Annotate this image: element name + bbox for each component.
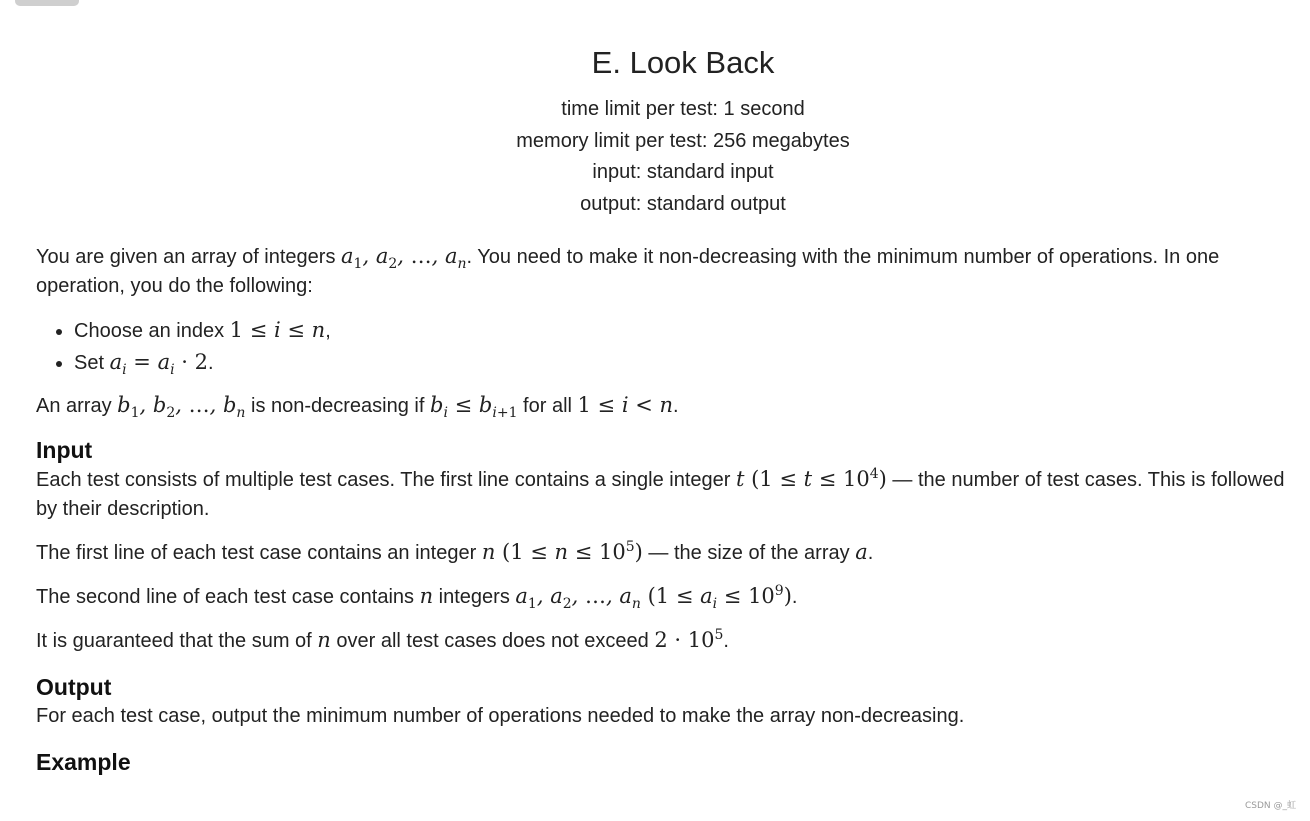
input-text: — the number of test cases. This is followed by their description.: [36, 469, 1285, 520]
operation-text: Choose an index: [74, 320, 225, 342]
math-nondecreasing: $b_i \le b_{i+1}$: [430, 393, 518, 422]
legend-paragraph-2: An array $b_1$, $b_2$, …, $b_n$ is non-decreasing if $b_i \le b_{i+1}$ for all 1 ≤ i < n.: [36, 393, 679, 422]
math-index-range: 1 ≤ i ≤ n: [229, 318, 326, 342]
math-array-b: $b_1$, $b_2$, …, $b_n$: [117, 393, 246, 422]
input-text: The first line of each test case contains an integer: [36, 542, 477, 564]
math-n: n: [317, 628, 331, 652]
legend-text: An array: [36, 395, 112, 417]
output-file: output: standard output: [580, 192, 786, 215]
input-text: The second line of each test case contains: [36, 586, 415, 608]
legend-text: for all: [523, 395, 572, 417]
top-tab[interactable]: [15, 0, 79, 6]
output-section: [36, 702, 1298, 731]
legend-text: is non-decreasing if: [251, 395, 425, 417]
input-text: — the size of the array: [648, 542, 850, 564]
operation-item: • Set $a_i = a_i \cdot 2$.: [74, 347, 1298, 379]
input-file: input: standard input: [592, 161, 774, 184]
legend-paragraph-1: [36, 242, 1298, 301]
operation-item: • Choose an index 1 ≤ i ≤ n,: [74, 315, 1298, 347]
input-text: integers: [438, 586, 510, 608]
legend-text: . You need to make it non-decreasing with the minimum number of operations. In one operation, you do the following:: [36, 246, 1220, 297]
operation-text: Set: [74, 352, 105, 374]
example-heading: Example: [36, 749, 131, 775]
operations-list: [36, 315, 1298, 379]
problem-header: [0, 44, 1310, 220]
memory-limit: memory limit per test: 256 megabytes: [516, 129, 850, 152]
math-a: a: [855, 540, 868, 564]
math-array-a: $a_1$, $a_2$, …, $a_n$: [341, 244, 467, 273]
math-n-constraint: n $(1 \le n \le 10^5)$: [481, 539, 643, 564]
input-paragraph: [36, 465, 1298, 524]
output-heading: Output: [36, 674, 112, 700]
input-paragraph: The first line of each test case contains an integer n $(1 \le n \le 10^5)$ — the size of the array a.: [36, 539, 874, 564]
math-sum-bound: $2 \cdot 10^5$: [654, 627, 724, 652]
watermark: CSDN @_虹: [1244, 801, 1296, 811]
input-text: Each test consists of multiple test cases. The first line contains a single integer: [36, 469, 731, 491]
math-t-constraint: t $(1 \le t \le 10^4)$: [735, 466, 887, 491]
problem-title: E. Look Back: [591, 45, 775, 80]
math-n: n: [419, 584, 434, 608]
input-paragraph: The second line of each test case contains n integers $a_1$, $a_2$, …, $a_n$ $(1 \le a_i \le 10^9)$.: [36, 583, 798, 613]
math-i-range: 1 ≤ i < n: [577, 393, 674, 417]
input-heading: Input: [36, 437, 93, 463]
time-limit: time limit per test: 1 second: [561, 98, 805, 120]
input-paragraph: It is guaranteed that the sum of n over all test cases does not exceed $2 \cdot 10^5$.: [36, 627, 729, 652]
output-paragraph: For each test case, output the minimum number of operations needed to make the array non-decreasing.: [36, 705, 965, 727]
math-a-constraint: $a_1$, $a_2$, …, $a_n$ $(1 \le a_i \le 10^9)$: [515, 583, 792, 613]
input-section: [36, 465, 1298, 656]
math-double-op: $a_i = a_i \cdot 2$: [109, 350, 208, 379]
problem-statement: [36, 242, 1298, 777]
input-text: over all test cases does not exceed: [336, 630, 649, 652]
legend-text: You are given an array of integers: [36, 246, 336, 268]
input-text: It is guaranteed that the sum of: [36, 630, 312, 652]
